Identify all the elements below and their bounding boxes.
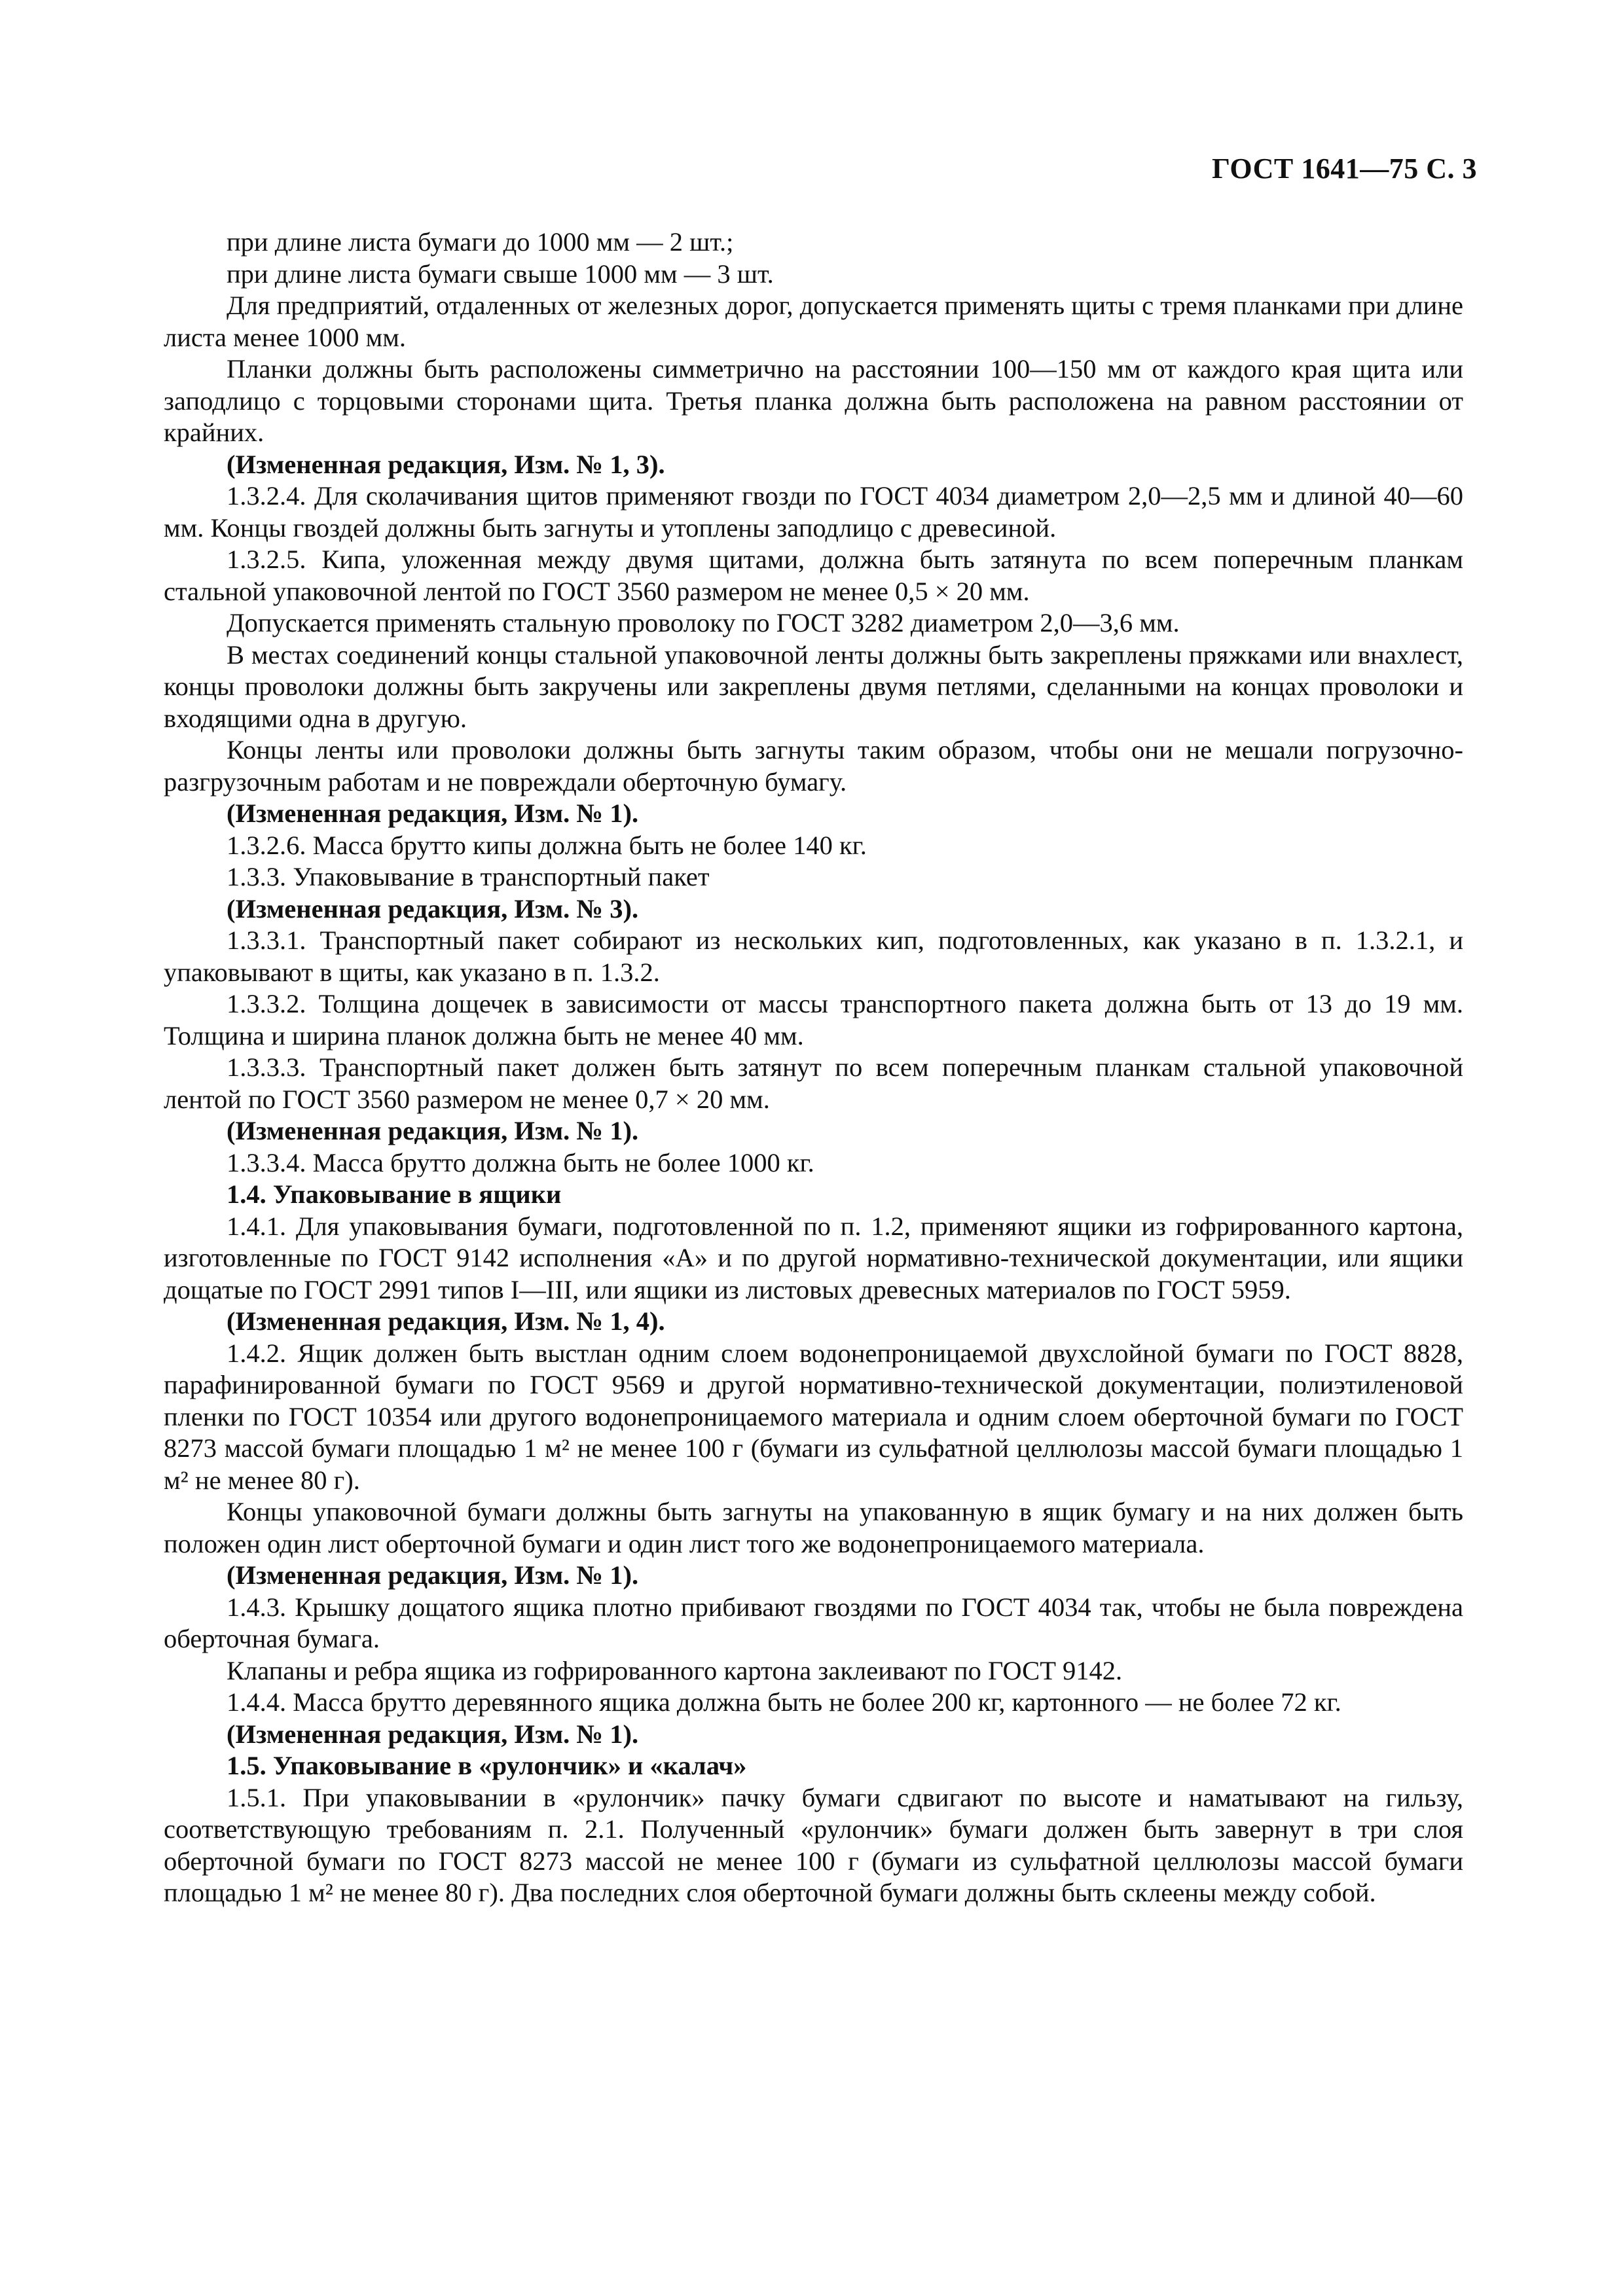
paragraph: 1.3.2.4. Для сколачивания щитов применяют гвозди по ГОСТ 4034 диаметром 2,0—2,5 мм и длиной 40—60 мм. Концы гвоздей должны быть загнуты и утоплены заподлицо с древесиной. bbox=[164, 481, 1463, 543]
document-body bbox=[164, 226, 1463, 1909]
paragraph: Концы упаковочной бумаги должны быть загнуты на упакованную в ящик бумагу и на них должен быть положен один лист оберточной бумаги и один лист того же водонепроницаемого материала. bbox=[164, 1497, 1463, 1558]
bold-paragraph: (Измененная редакция, Изм. № 1, 4). bbox=[227, 1306, 665, 1336]
bold-paragraph: (Измененная редакция, Изм. № 1). bbox=[227, 1560, 639, 1590]
bold-paragraph: (Измененная редакция, Изм. № 1). bbox=[227, 1719, 639, 1749]
paragraph: 1.3.2.5. Кипа, уложенная между двумя щитами, должна быть затянута по всем поперечным планкам стальной упаковочной лентой по ГОСТ 3560 размером не менее 0,5 × 20 мм. bbox=[164, 545, 1463, 606]
paragraph: 1.4.4. Масса брутто деревянного ящика должна быть не более 200 кг, картонного — не более 72 кг. bbox=[227, 1687, 1341, 1717]
paragraph: Для предприятий, отдаленных от железных дорог, допускается применять щиты с тремя планками при длине листа менее 1000 мм. bbox=[164, 291, 1463, 352]
bold-paragraph: (Измененная редакция, Изм. № 1). bbox=[227, 1116, 639, 1145]
paragraph: 1.4.2. Ящик должен быть выстлан одним слоем водонепроницаемой двухслойной бумаги по ГОСТ 8828, парафинированной бумаги по ГОСТ 9569 и другой нормативно-технической документации, полиэтиленовой пленки по ГОСТ 10354 или другого водонепроницаемого материала и одним слоем оберточной бумаги по ГОСТ 8273 массой бумаги площадью 1 м² не менее 100 г (бумаги из сульфатной целлюлозы массой бумаги площадью 1 м² не менее 80 г). bbox=[164, 1338, 1463, 1495]
paragraph: 1.4.3. Крышку дощатого ящика плотно прибивают гвоздями по ГОСТ 4034 так, чтобы не была повреждена оберточная бумага. bbox=[164, 1592, 1463, 1653]
paragraph: Допускается применять стальную проволоку по ГОСТ 3282 диаметром 2,0—3,6 мм. bbox=[227, 608, 1180, 637]
paragraph: 1.3.3.2. Толщина дощечек в зависимости от массы транспортного пакета должна быть от 13 до 19 мм. Толщина и ширина планок должна быть не менее 40 мм. bbox=[164, 989, 1463, 1050]
bold-paragraph: (Измененная редакция, Изм. № 3). bbox=[227, 893, 639, 924]
paragraph: при длине листа бумаги до 1000 мм — 2 шт.; bbox=[227, 227, 734, 257]
paragraph: В местах соединений концы стальной упаковочной ленты должны быть закреплены пряжками или внахлест, концы проволоки должны быть закручены или закреплены двумя петлями, сделанными на концах проволоки и входящими одна в другую. bbox=[164, 639, 1463, 733]
page-header: ГОСТ 1641—75 С. 3 bbox=[1211, 152, 1477, 185]
paragraph: Концы ленты или проволоки должны быть загнуты таким образом, чтобы они не мешали погрузочно-разгрузочным работам и не повреждали оберточную бумагу. bbox=[164, 735, 1463, 797]
bold-paragraph: 1.5. Упаковывание в «рулончик» и «калач» bbox=[227, 1751, 747, 1780]
paragraph: Планки должны быть расположены симметрично на расстоянии 100—150 мм от каждого края щита или заподлицо с торцовыми сторонами щита. Третья планка должна быть расположена на равном расстоянии от крайних. bbox=[164, 354, 1463, 447]
bold-paragraph: (Измененная редакция, Изм. № 1, 3). bbox=[227, 449, 665, 479]
paragraph: 1.3.3. Упаковывание в транспортный пакет bbox=[227, 862, 710, 891]
paragraph: 1.3.3.1. Транспортный пакет собирают из нескольких кип, подготовленных, как указано в п. 1.3.2.1, и упаковывают в щиты, как указано в п. 1.3.2. bbox=[164, 925, 1463, 987]
paragraph: 1.5.1. При упаковывании в «рулончик» пачку бумаги сдвигают по высоте и наматывают на гильзу, соответствующую требованиям п. 2.1. Полученный «рулончик» бумаги должен быть завернут в три слоя оберточной бумаги по ГОСТ 8273 массой не менее 100 г (бумаги из сульфатной целлюлозы массой бумаги площадью 1 м² не менее 80 г). Два последних слоя оберточной бумаги должны быть склеены между собой. bbox=[164, 1782, 1463, 1907]
paragraph: при длине листа бумаги свыше 1000 мм — 3 шт. bbox=[227, 259, 774, 289]
paragraph: 1.3.3.3. Транспортный пакет должен быть затянут по всем поперечным планкам стальной упаковочной лентой по ГОСТ 3560 размером не менее 0,7 × 20 мм. bbox=[164, 1052, 1463, 1114]
paragraph: Клапаны и ребра ящика из гофрированного картона заклеивают по ГОСТ 9142. bbox=[227, 1655, 1123, 1685]
bold-paragraph: (Измененная редакция, Изм. № 1). bbox=[227, 798, 639, 828]
paragraph: 1.3.3.4. Масса брутто должна быть не более 1000 кг. bbox=[227, 1147, 814, 1177]
paragraph: 1.3.2.6. Масса брутто кипы должна быть не более 140 кг. bbox=[227, 830, 867, 860]
paragraph: 1.4.1. Для упаковывания бумаги, подготовленной по п. 1.2, применяют ящики из гофрированного картона, изготовленные по ГОСТ 9142 исполнения «А» и по другой нормативно-технической документации, или ящики дощатые по ГОСТ 2991 типов I—III, или ящики из листовых древесных материалов по ГОСТ 5959. bbox=[164, 1211, 1463, 1304]
bold-paragraph: 1.4. Упаковывание в ящики bbox=[227, 1179, 562, 1209]
